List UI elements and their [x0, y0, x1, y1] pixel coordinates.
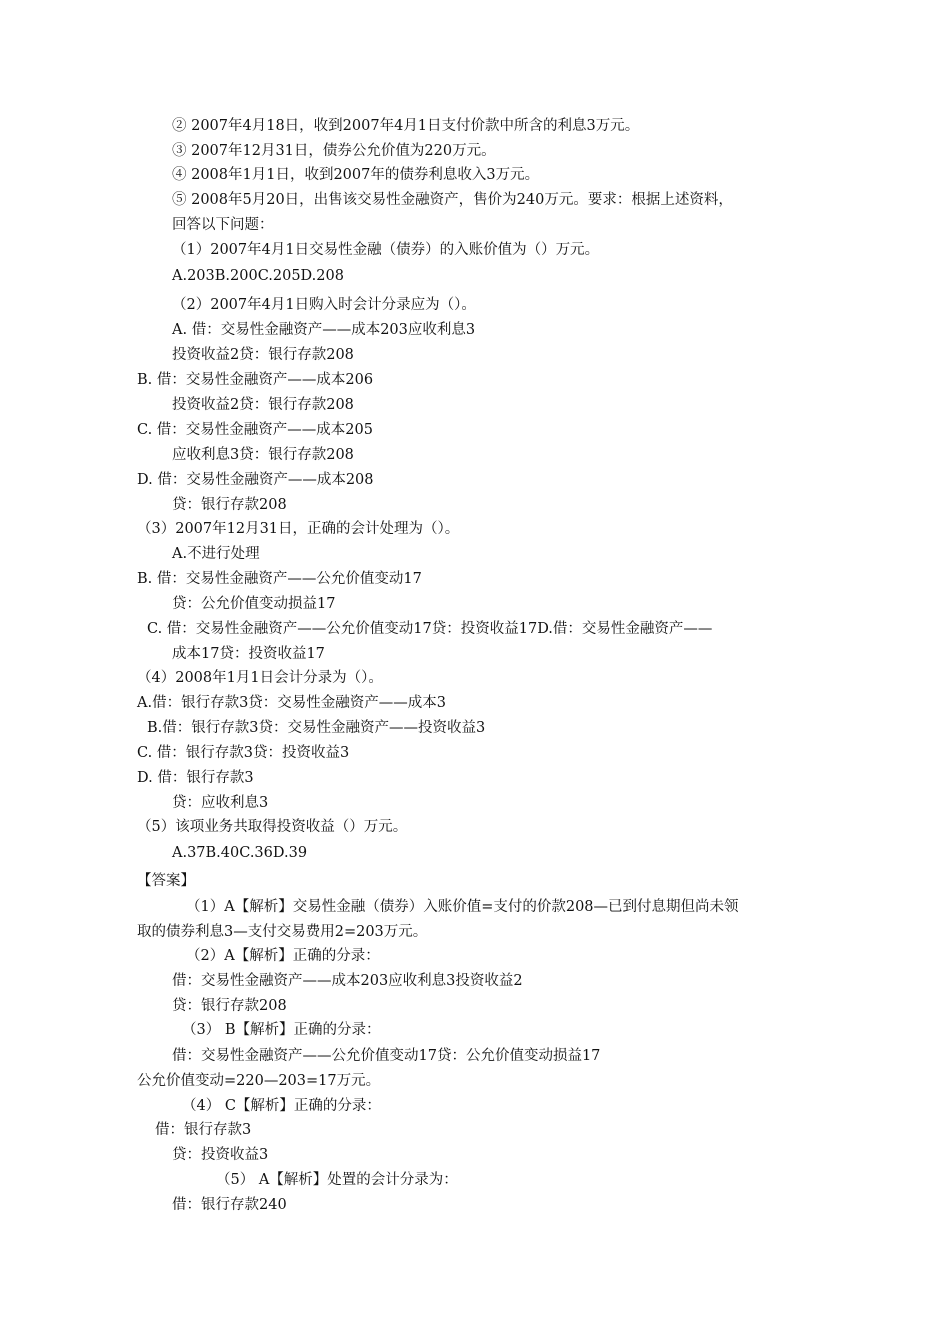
text-line-34: （2）A【解析】正确的分录： [186, 948, 380, 964]
text-line-43: （5） A【解析】处置的会计分录为： [216, 1172, 458, 1188]
text-line-25: B.借：银行存款3贷：交易性金融资产——投资收益3 [147, 720, 486, 736]
text-line-27: D. 借：银行存款3 [137, 770, 254, 786]
text-line-10: 投资收益2贷：银行存款208 [172, 347, 354, 363]
text-line-30: A.37B.40C.36D.39 [172, 845, 308, 861]
text-line-42: 贷：投资收益3 [172, 1147, 269, 1163]
text-line-6: （1）2007年4月1日交易性金融（债券）的入账价值为（）万元。 [172, 242, 600, 258]
text-line-22: 成本17贷：投资收益17 [172, 646, 325, 662]
text-line-26: C. 借：银行存款3贷：投资收益3 [137, 745, 350, 761]
text-line-11: B. 借：交易性金融资产——成本206 [137, 372, 374, 388]
text-line-9: A. 借：交易性金融资产——成本203应收利息3 [172, 322, 476, 338]
text-line-29: （5）该项业务共取得投资收益（）万元。 [137, 819, 408, 835]
text-line-37: （3） B【解析】正确的分录： [182, 1022, 381, 1038]
text-line-20: 贷：公允价值变动损益17 [172, 596, 336, 612]
text-line-4: ⑤ 2008年5月20日，出售该交易性金融资产，售价为240万元。要求：根据上述资料， [172, 192, 733, 208]
text-line-35: 借：交易性金融资产——成本203应收利息3投资收益2 [172, 973, 523, 989]
text-line-17: （3）2007年12月31日，正确的会计处理为（）。 [137, 521, 460, 537]
text-line-16: 贷：银行存款208 [172, 497, 287, 513]
text-line-31: 【答案】 [137, 873, 195, 889]
text-line-12: 投资收益2贷：银行存款208 [172, 397, 354, 413]
text-line-39: 公允价值变动=220—203=17万元。 [137, 1073, 381, 1089]
text-line-38: 借：交易性金融资产——公允价值变动17贷：公允价值变动损益17 [172, 1048, 601, 1064]
text-line-23: （4）2008年1月1日会计分录为（）。 [137, 670, 383, 686]
text-line-40: （4） C【解析】正确的分录： [182, 1098, 381, 1114]
text-line-24: A.借：银行存款3贷：交易性金融资产——成本3 [137, 695, 447, 711]
text-line-28: 贷：应收利息3 [172, 795, 269, 811]
text-line-33: 取的债券利息3—支付交易费用2=203万元。 [137, 924, 428, 940]
text-line-32: （1）A【解析】交易性金融（债券）入账价值=支付的价款208—已到付息期但尚未领 [186, 899, 739, 915]
text-line-8: （2）2007年4月1日购入时会计分录应为（）。 [172, 297, 476, 313]
text-line-1: ② 2007年4月18日，收到2007年4月1日支付价款中所含的利息3万元。 [172, 118, 640, 134]
text-line-18: A.不进行处理 [172, 546, 260, 562]
text-line-5: 回答以下问题： [172, 217, 274, 233]
text-line-14: 应收利息3贷：银行存款208 [172, 447, 354, 463]
text-line-44: 借：银行存款240 [172, 1197, 287, 1213]
text-line-36: 贷：银行存款208 [172, 998, 287, 1014]
text-line-19: B. 借：交易性金融资产——公允价值变动17 [137, 571, 422, 587]
text-line-2: ③ 2007年12月31日，债券公允价值为220万元。 [172, 143, 496, 159]
text-line-7: A.203B.200C.205D.208 [172, 268, 344, 284]
text-line-15: D. 借：交易性金融资产——成本208 [137, 472, 374, 488]
text-line-41: 借：银行存款3 [155, 1122, 252, 1138]
text-line-21: C. 借：交易性金融资产——公允价值变动17贷：投资收益17D.借：交易性金融资产—— [147, 621, 713, 637]
text-line-13: C. 借：交易性金融资产——成本205 [137, 422, 373, 438]
text-line-3: ④ 2008年1月1日，收到2007年的债券利息收入3万元。 [172, 167, 540, 183]
